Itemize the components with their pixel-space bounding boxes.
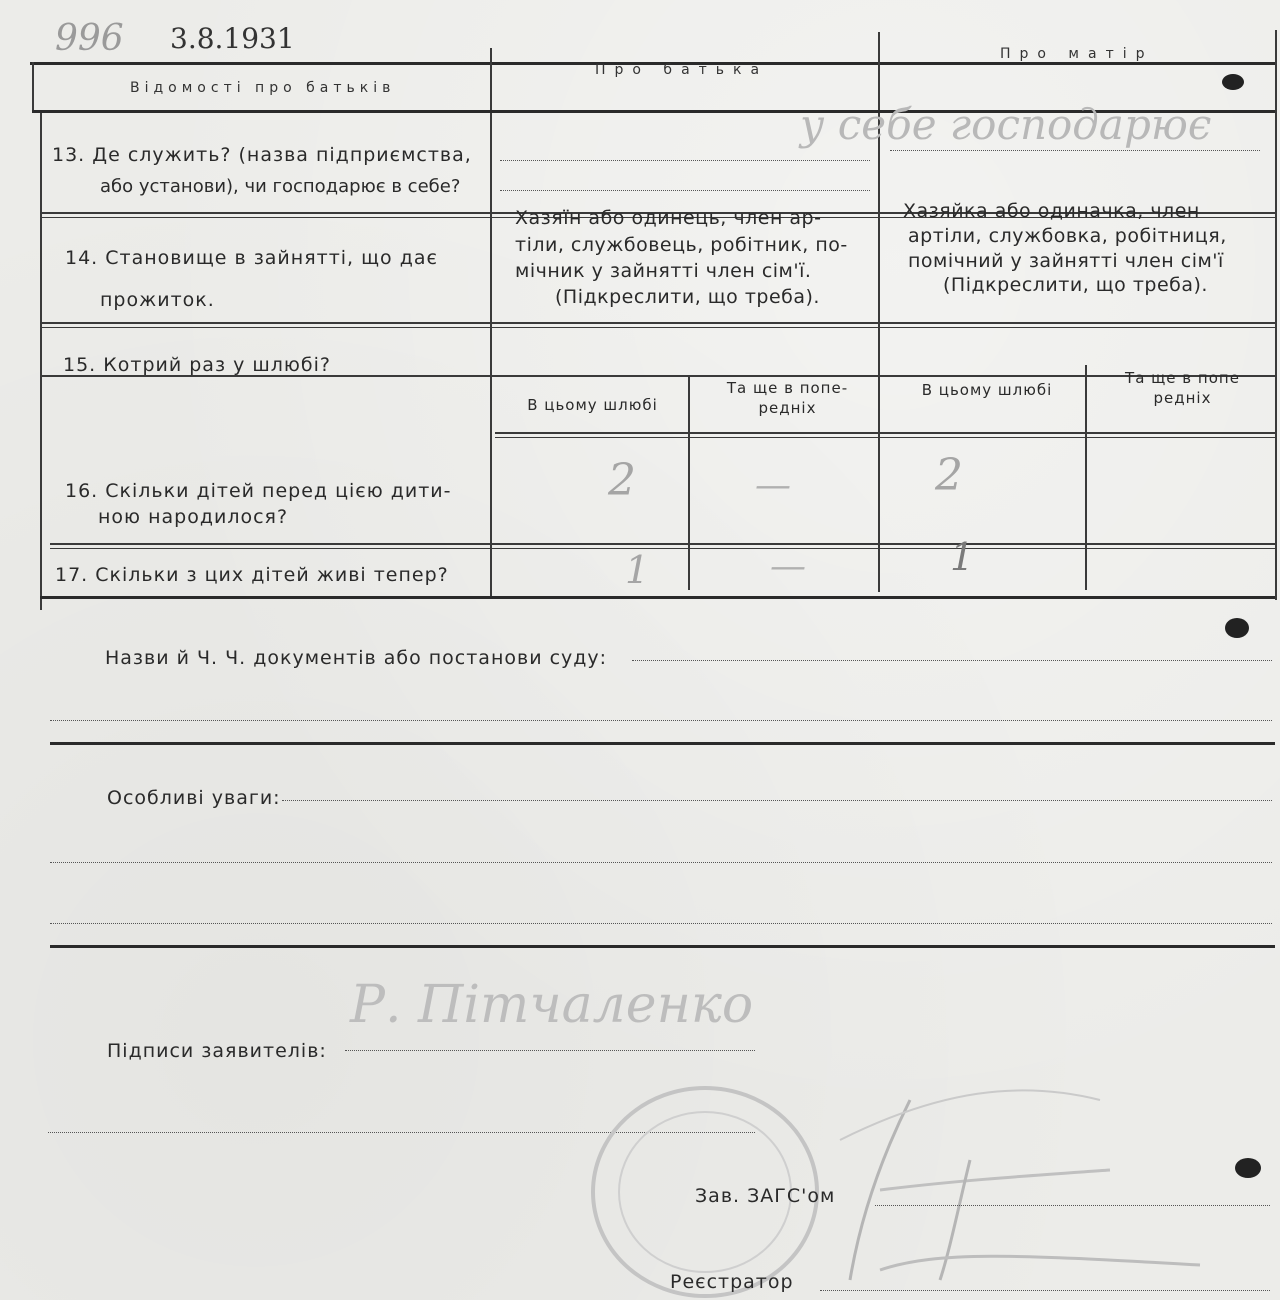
q16-line2: ною народилося?	[98, 506, 289, 528]
ink-blot	[1222, 74, 1244, 90]
documents-label: Назви й Ч. Ч. документів або постанови суду:	[105, 647, 608, 669]
table-left-border	[32, 62, 34, 110]
q14-line2: прожиток.	[100, 289, 215, 311]
handwritten-date: 3.8.1931	[170, 22, 295, 55]
q13-line1: 13. Де служить? (назва підприємства,	[52, 144, 472, 166]
q13-line2: або установи), чи господарює в себе?	[100, 176, 461, 197]
documents-dotted-2	[50, 720, 1272, 721]
header-parents-info: Відомості про батьків	[130, 80, 396, 96]
sub-father-prev-line2: редніх	[758, 399, 817, 417]
table-bottom-border	[40, 596, 1275, 599]
q16-mother-this-value: 2	[935, 450, 963, 501]
q14-father-line3: мічник у зайнятті член сім'ї.	[515, 260, 812, 282]
notes-dotted-1	[282, 800, 1272, 801]
q16-line1: 16. Скільки дітей перед цією дити-	[65, 480, 452, 502]
q13-mother-dotted	[890, 150, 1260, 151]
q14-mother-line1: Хазяйка або одиначка, член	[903, 200, 1200, 222]
subheader-bottom-border-double	[495, 437, 1275, 438]
header-about-father: Про батька	[595, 62, 769, 78]
notes-dotted-3	[50, 923, 1272, 924]
q16-father-prev-value: —	[755, 465, 791, 506]
subcol-divider-mother	[1085, 365, 1087, 590]
subheader-bottom-border	[495, 432, 1275, 434]
q14-mother-line4: (Підкреслити, що треба).	[943, 274, 1208, 296]
subcol-divider-father	[688, 375, 690, 590]
row16-bottom-border-double	[50, 548, 1275, 549]
q17-father-this-value: 1	[625, 548, 650, 592]
q17-mother-this-value: 1	[950, 535, 975, 579]
ink-blot	[1225, 618, 1249, 638]
documents-dotted-1	[632, 660, 1272, 661]
q15-question: 15. Котрий раз у шлюбі?	[63, 354, 331, 376]
signatures-label: Підписи заявителів:	[107, 1040, 327, 1062]
signatures-dotted-1	[345, 1050, 755, 1051]
table-right-border	[1275, 30, 1277, 600]
q14-mother-line2: артіли, службовка, робітниця,	[908, 225, 1227, 247]
ink-blot	[1235, 1158, 1261, 1178]
applicant-signature: Р. Пітчаленко	[350, 975, 754, 1035]
sub-father-prev-line1: Та ще в попе-	[726, 379, 849, 397]
q17-father-prev-value: —	[770, 546, 806, 587]
notes-section-divider	[50, 945, 1275, 948]
row14-bottom-border	[40, 322, 1275, 324]
table-left-border-lower	[40, 110, 42, 610]
q14-father-line1: Хазяїн або одинець, член ар-	[515, 207, 822, 229]
handwritten-number: 996	[55, 18, 124, 59]
zags-head-dotted	[875, 1205, 1270, 1206]
q14-father-line4: (Підкреслити, що треба).	[555, 286, 820, 308]
zags-head-label: Зав. ЗАГС'ом	[695, 1185, 836, 1207]
q13-father-dotted-1	[500, 160, 870, 161]
sub-mother-this-marriage: В цьому шлюбі	[921, 381, 1053, 399]
notes-label: Особливі уваги:	[107, 787, 281, 809]
q13-mother-handwriting: у себе господарює	[800, 100, 1212, 149]
q16-father-this-value: 2	[608, 455, 636, 506]
official-signature-icon	[820, 1080, 1240, 1300]
sub-mother-prev-line2: редніх	[1153, 389, 1212, 407]
q13-father-dotted-2	[500, 190, 870, 191]
header-about-mother: Про матір	[1000, 46, 1154, 62]
q14-line1: 14. Становище в зайнятті, що дає	[65, 247, 438, 269]
documents-section-divider	[50, 742, 1275, 745]
row14-bottom-border-double	[40, 327, 1275, 328]
q14-mother-line3: помічний у зайнятті член сім'ї	[908, 250, 1224, 272]
q14-father-line2: тіли, службовець, робітник, по-	[515, 234, 848, 256]
sub-father-this-marriage: В цьому шлюбі	[527, 396, 658, 414]
registrar-label: Реєстратор	[670, 1271, 794, 1293]
notes-dotted-2	[50, 862, 1272, 863]
row16-bottom-border	[50, 543, 1275, 545]
q17-question: 17. Скільки з цих дітей живі тепер?	[55, 564, 449, 586]
sub-mother-prev-line1: Та ще в попе	[1125, 369, 1240, 387]
registrar-dotted	[820, 1290, 1270, 1291]
